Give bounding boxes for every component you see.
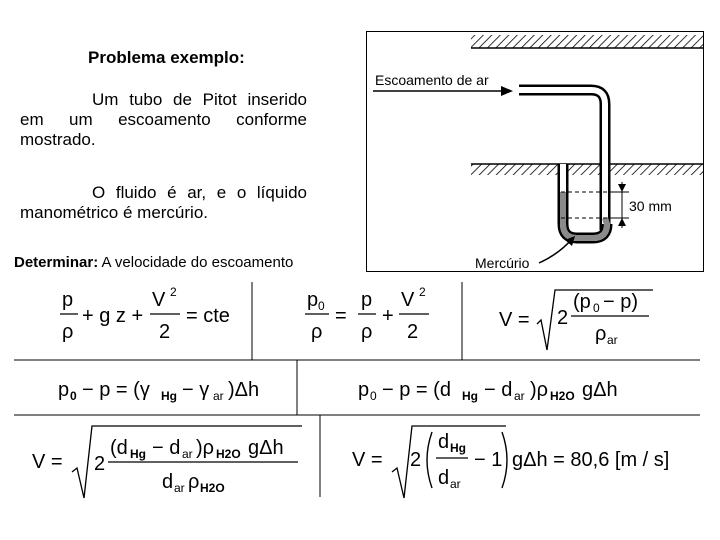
svg-text:(p: (p <box>573 291 591 313</box>
svg-text:− d: − d <box>152 437 181 459</box>
svg-text:− 1: − 1 <box>474 449 503 471</box>
svg-text:gΔh = 80,6 [m / s]: gΔh = 80,6 [m / s] <box>512 449 670 471</box>
svg-text:Hg: Hg <box>450 441 466 455</box>
svg-text:)ρ: )ρ <box>196 437 215 459</box>
svg-text:d: d <box>438 467 450 489</box>
svg-text:p: p <box>361 289 373 311</box>
svg-text:− p = (γ: − p = (γ <box>82 379 150 401</box>
fluid-label: Mercúrio <box>475 255 530 271</box>
svg-text:ρ: ρ <box>595 323 607 345</box>
manometer-density-equation <box>358 370 658 410</box>
velocity-pressure-equation <box>497 284 667 354</box>
svg-text:ar: ar <box>607 333 618 347</box>
svg-text:ρ: ρ <box>361 321 373 343</box>
svg-text:ar: ar <box>450 477 461 491</box>
svg-text:ar: ar <box>213 389 224 403</box>
height-label: 30 mm <box>629 198 672 214</box>
svg-text:Hg: Hg <box>130 447 146 461</box>
velocity-result-equation <box>352 420 702 500</box>
svg-text:− p): − p) <box>603 291 639 313</box>
velocity-density-equation <box>32 420 318 500</box>
svg-text:V =: V = <box>32 451 63 473</box>
svg-text:0: 0 <box>593 301 600 315</box>
svg-text:− p = (d: − p = (d <box>382 379 451 401</box>
svg-text:H2O: H2O <box>200 481 225 495</box>
svg-text:p: p <box>58 379 70 401</box>
svg-text:2: 2 <box>407 321 419 343</box>
determine-label: Determinar: <box>14 254 99 271</box>
svg-text:V: V <box>401 289 415 311</box>
svg-text:(d: (d <box>110 437 128 459</box>
svg-text:V =: V = <box>352 449 383 471</box>
svg-text:p: p <box>358 379 370 401</box>
problem-statement: Um tubo de Pitot inserido em um escoamento conforme mostrado. <box>20 90 307 149</box>
svg-text:p: p <box>307 289 319 311</box>
flow-label: Escoamento de ar <box>375 72 489 88</box>
svg-text:2: 2 <box>410 449 422 471</box>
svg-text:2: 2 <box>557 307 569 329</box>
svg-text:H2O: H2O <box>550 389 575 403</box>
svg-text:gΔh: gΔh <box>582 379 618 401</box>
svg-text:− γ: − γ <box>182 379 210 401</box>
svg-text:Hg: Hg <box>161 389 177 403</box>
svg-text:Hg: Hg <box>462 389 478 403</box>
svg-text:ar: ar <box>514 389 525 403</box>
bernoulli-equation <box>56 284 246 350</box>
svg-text:V =: V = <box>499 309 530 331</box>
svg-text:d: d <box>162 471 174 493</box>
problem-title: Problema exemplo: <box>88 48 245 67</box>
svg-text:ρ: ρ <box>188 471 200 493</box>
svg-text:=: = <box>335 305 347 327</box>
svg-text:)Δh: )Δh <box>228 379 260 401</box>
svg-text:0: 0 <box>318 299 325 313</box>
svg-text:)ρ: )ρ <box>530 379 549 401</box>
svg-text:ar: ar <box>182 447 193 461</box>
svg-text:H2O: H2O <box>216 447 241 461</box>
svg-text:ar: ar <box>174 481 185 495</box>
svg-text:0: 0 <box>370 389 377 403</box>
svg-text:0: 0 <box>70 389 77 403</box>
determine-text: A velocidade do escoamento <box>98 254 294 271</box>
svg-text:p: p <box>62 289 74 311</box>
svg-text:= cte: = cte <box>186 305 230 327</box>
pitot-bernoulli-equation <box>303 284 443 350</box>
svg-text:+: + <box>382 305 394 327</box>
svg-text:V: V <box>152 289 166 311</box>
svg-text:+ g z +: + g z + <box>82 305 144 327</box>
svg-text:gΔh: gΔh <box>248 437 284 459</box>
svg-text:2: 2 <box>170 285 177 299</box>
svg-text:ρ: ρ <box>62 321 74 343</box>
svg-text:2: 2 <box>159 321 171 343</box>
svg-text:− d: − d <box>484 379 513 401</box>
manometer-weight-equation <box>58 370 294 410</box>
svg-text:d: d <box>438 431 450 453</box>
svg-text:ρ: ρ <box>311 321 323 343</box>
svg-text:2: 2 <box>419 285 426 299</box>
svg-text:2: 2 <box>94 453 106 475</box>
fluid-statement: O fluido é ar, e o líquido manométrico é mercúrio. <box>20 183 307 222</box>
